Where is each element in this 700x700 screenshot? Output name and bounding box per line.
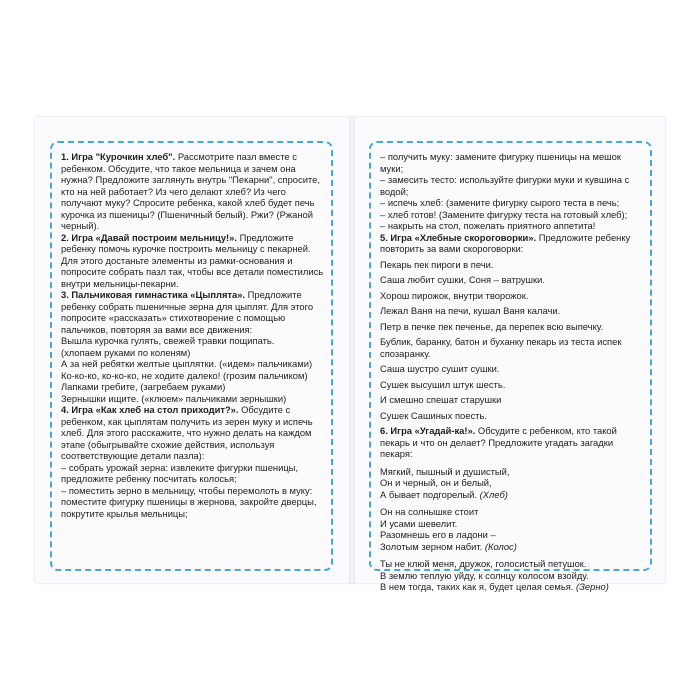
step-item: – накрыть на стол, пожелать приятного аппетита!	[380, 220, 596, 231]
step-item: – испечь хлеб: (замените фигурку сырого теста в печь;	[380, 197, 620, 208]
riddle-line: А бывает подгорелый. (Хлеб)	[380, 488, 508, 500]
step-item: – хлеб готов! (Замените фигурку теста на готовый хлеб);	[380, 208, 628, 220]
poem-line: Вышла курочка гулять, свежей травки пощипать.	[61, 335, 275, 346]
game-5-text: Предложите ребенку повторить за вами скороговорки:	[380, 231, 631, 254]
tongue-twister: Саша шустро сушит сушки.	[380, 363, 500, 374]
left-page-panel	[50, 141, 333, 571]
game-6-title: 6. Игра «Угадай-ка!».	[380, 425, 476, 436]
right-page-panel	[369, 141, 652, 592]
game-2-text: Предложите ребенку помочь курочке построить мельницу с пекарней. Для этого достаньте элементы из рамки-основания и попросите собрать пазл так, чтобы все детали поместились внутри мельницы-пекарни.	[61, 231, 324, 289]
poem-line: Зернышки ищите. («клюем» пальчиками зернышки)	[61, 392, 287, 404]
riddle-line: В нем тогда, таких как я, будет целая семья. (Зерно)	[380, 581, 609, 592]
riddle-line: Золотым зерном набит. (Колос)	[380, 540, 517, 552]
game-4	[61, 404, 326, 462]
game-2-title: 2. Игра «Давай построим мельницу!».	[61, 231, 237, 243]
game-3-text: Предложите ребенку собрать пшеничные зерна для цыплят. Для этого попросите «рассказать» стихотворение с помощью пальчиков, повторяя за вами все движения:	[61, 289, 314, 335]
poem-line: Лапками гребите, (загребаем руками)	[61, 381, 226, 392]
game-6-text: Обсудите с ребенком, кто такой пекарь и что он делает? Предложите угадать загадки пекаря:	[380, 425, 617, 459]
riddle-answer: (Колос)	[484, 540, 517, 552]
poem-line: Ко-ко-ко, ко-ко-ко, не ходите далеко! (грозим пальчиком)	[61, 369, 308, 381]
right-page-content	[380, 151, 645, 593]
game-1	[61, 151, 326, 232]
step-item: – поместить зерно в мельницу, чтобы перемолоть в муку: поместите фигурку пшеницы в жернова, закройте дверцы, покрутите крылья мельницы;	[61, 484, 317, 519]
left-page-content	[61, 151, 326, 519]
game-6	[380, 425, 645, 460]
riddle-line: В землю теплую уйду, к солнцу колосом взойду.	[380, 569, 589, 581]
riddle-answer: (Зерно)	[576, 581, 609, 592]
riddle-line: Ты не клюй меня, дружок, голосистый петушок.	[380, 558, 587, 569]
riddle-line: Он и черный, он и белый,	[380, 477, 492, 488]
step-item: – получить муку: замените фигурку пшеницы на мешок муки;	[380, 151, 621, 174]
tongue-twister: Сушек высушил штук шесть.	[380, 378, 506, 390]
tongue-twister: Саша любит сушки, Соня – ватрушки.	[380, 274, 545, 285]
tongue-twister: Сушек Сашиных поесть.	[380, 409, 487, 421]
tongue-twister: И смешно спешат старушки	[380, 394, 502, 405]
game-2	[61, 232, 326, 290]
game-1-title: 1. Игра "Курочкин хлеб".	[61, 151, 176, 162]
riddle-line: Разомнешь его в ладони –	[380, 529, 496, 540]
tongue-twister: Петр в печке пек печенье, да перепек всю выпечку.	[380, 320, 604, 332]
poem-line: А за ней ребятки желтые цыплятки. («идем» пальчиками)	[61, 358, 313, 369]
poem-line: (хлопаем руками по коленям)	[61, 346, 191, 358]
tongue-twister: Хорош пирожок, внутри творожок.	[380, 289, 529, 301]
game-1-text: Рассмотрите пазл вместе с ребенком. Обсудите, что такое мельница и зачем она нужна? Предложите заглянуть внутрь "Пекарни", спросите, кто на ней работает? Из чего делают хлеб? Из чего получают муку? Спросите ребенка, какой хлеб будет печь курочка из пшеницы? (Пшеничный белый). Ржи? (Ржаной черный).	[61, 151, 320, 231]
tongue-twister: Пекарь пек пироги в печи.	[380, 258, 494, 270]
game-4-text: Обсудите с ребенком, как цыплятам получить из зерен муку и испечь хлеб. Для этого расскажите, что нужно делать на каждом этапе (обыгрывайте схожие действия, используя соответствующие детали пазла):	[61, 404, 313, 461]
riddle-line: И усами шевелит.	[380, 517, 458, 529]
riddle-answer: (Хлеб)	[479, 488, 508, 500]
riddle-line: Мягкий, пышный и душистый,	[380, 465, 510, 477]
step-item: – собрать урожай зерна: извлеките фигурки пшеницы, предложите ребенку посчитать колосья;	[61, 461, 299, 484]
tongue-twister: Бублик, баранку, батон и буханку пекарь из теста испек спозаранку.	[380, 336, 622, 359]
booklet-fold	[349, 117, 355, 583]
game-5-title: 5. Игра «Хлебные скороговорки».	[380, 231, 537, 243]
game-4-title: 4. Игра «Как хлеб на стол приходит?».	[61, 404, 239, 415]
tongue-twister: Лежал Ваня на печи, кушал Ваня калачи.	[380, 305, 561, 316]
game-3-title: 3. Пальчиковая гимнастика «Цыплята».	[61, 289, 246, 300]
step-item: – замесить тесто: используйте фигурки муки и кувшина с водой;	[380, 174, 630, 197]
game-3	[61, 289, 326, 335]
riddle-line: Он на солнышке стоит	[380, 506, 479, 517]
game-5	[380, 232, 645, 255]
